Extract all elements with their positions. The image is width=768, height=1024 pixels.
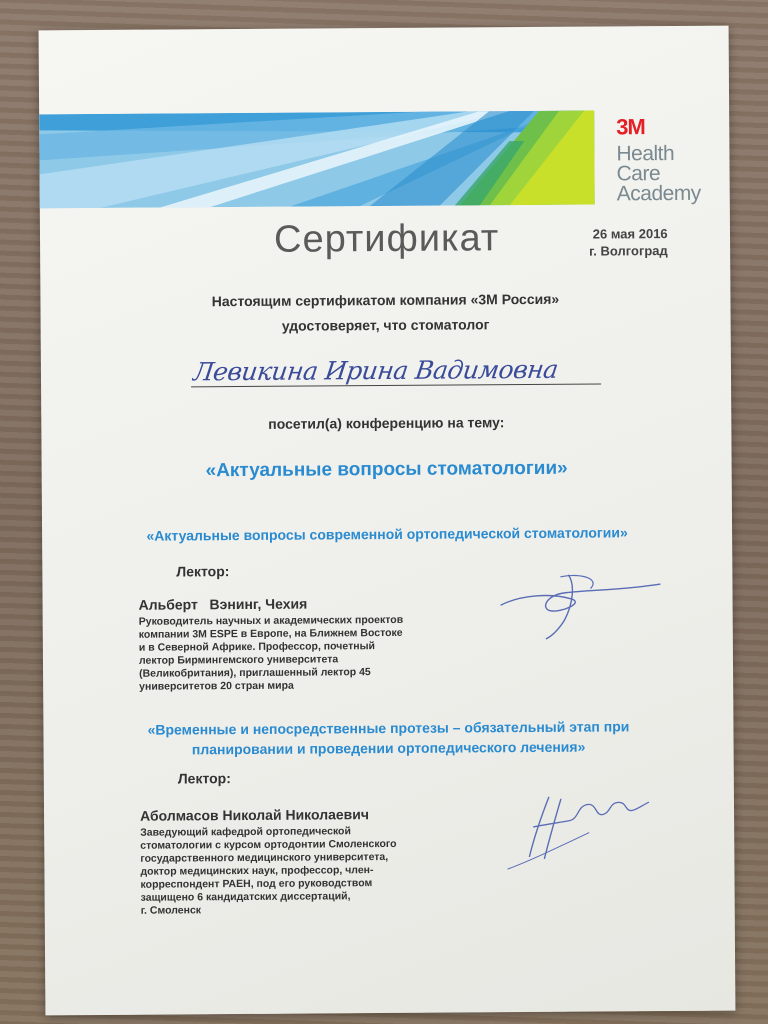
talk-1-lector-label: Лектор: [176,563,230,580]
certificate-title: Сертификат [273,217,500,261]
talk-1-desc-line: лектор Бирмингемского университета [138,653,339,667]
talk-2-desc-line: Заведующий кафедрой ортопедической [140,825,351,839]
talk-1-topic-line: «Актуальные вопросы современной ортопедической стоматологии» [146,524,628,544]
intro-line-2: удостоверяет, что стоматолог [281,316,490,334]
academy-line-3: Academy [616,181,701,206]
talk-1-lector-description [139,614,460,694]
talk-1-desc-line: компании 3М ESPE в Европе, на Ближнем Востоке [138,626,403,641]
lector-1-signature [490,564,671,645]
lector-2-signature [499,786,660,877]
brand-logo-3m: 3M [616,114,645,140]
certificate-place: г. Волгоград [589,243,668,259]
recipient-handwritten-name: Левикина Ирина Вадимовна [191,354,560,387]
talk-2-lector-name: Аболмасов Николай Николаевич [139,806,370,824]
decorative-banner [39,111,595,209]
certificate-paper [39,26,736,1016]
talk-1-topic [42,522,732,547]
talk-1-desc-line: (Великобритания), приглашенный лектор 45 [139,666,371,680]
talk-1-desc-line: Руководитель научных и академических проектов [138,613,404,628]
talk-1-lector-name: Альберт Вэнинг, Чехия [138,595,308,613]
date-place-block [589,225,668,260]
talk-1-desc-line: университетов 20 стран мира [139,679,294,693]
talk-2-desc-line: корреспондент РАЕН, под его руководством [140,877,373,891]
attended-text: посетил(а) конференцию на тему: [268,414,505,432]
talk-2-topic-line: «Временные и непосредственные протезы – обязательный этап при [147,718,630,738]
conference-title: «Актуальные вопросы стоматологии» [205,457,568,482]
talk-2-desc-line: доктор медицинских наук, профессор, член- [140,864,374,878]
academy-logo-text [616,141,701,206]
talk-1-desc-line: и в Северной Африке. Профессор, почетный [138,640,376,654]
academy-line-2: Care [616,162,661,186]
talk-2-lector-description [140,824,461,917]
certificate-date: 26 мая 2016 [592,226,668,242]
intro-line-1: Настоящим сертификатом компания «3М Россия» [211,290,560,310]
academy-line-1: Health [616,141,675,166]
talk-2-desc-line: стоматологии с курсом ортодонтии Смоленского [140,837,397,852]
talk-2-topic [43,716,733,761]
talk-2-lector-label: Лектор: [177,770,231,787]
talk-2-desc-line: защищено 6 кандидатских диссертаций, [140,890,351,904]
talk-2-desc-line: г. Смоленск [140,904,202,917]
talk-2-topic-line: планировании и проведении ортопедического лечения» [191,738,586,758]
talk-2-desc-line: государственного медицинского университета, [140,851,389,865]
